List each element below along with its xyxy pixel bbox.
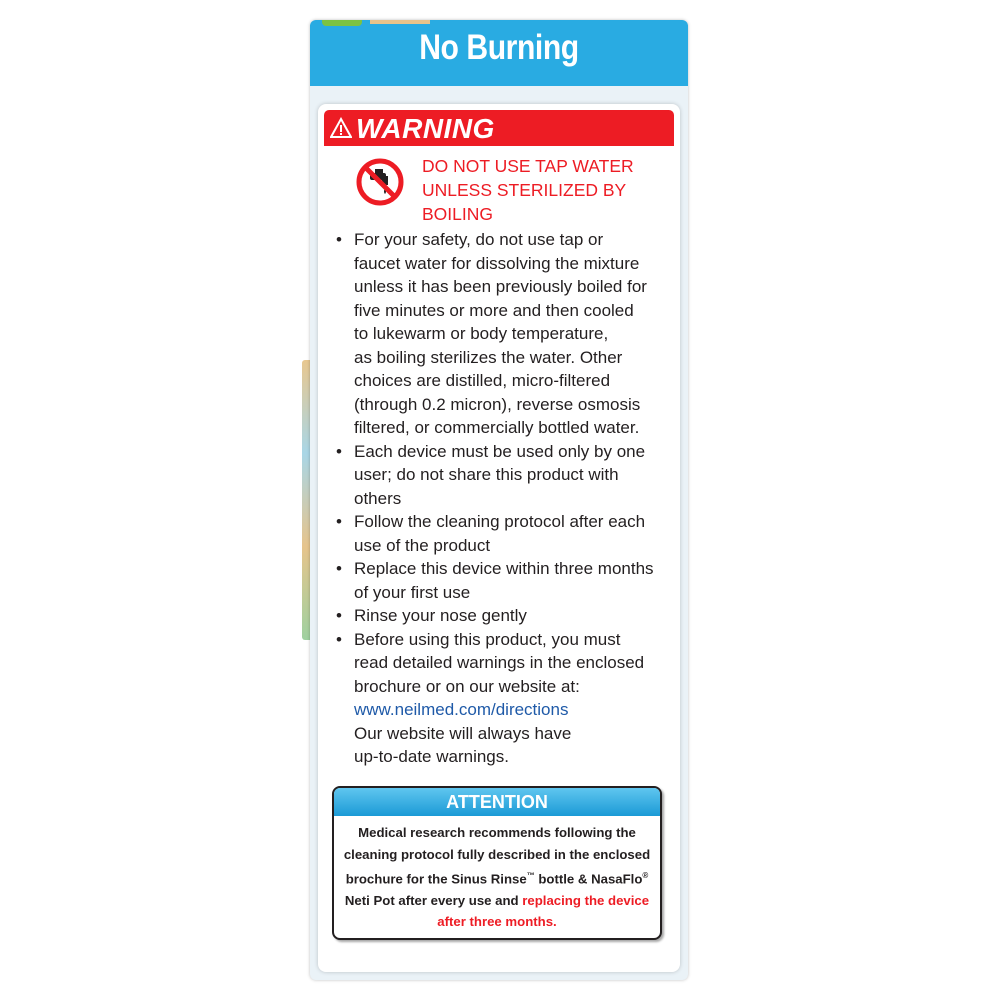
no-tap-water-icon — [356, 158, 404, 206]
tap-water-warning — [422, 154, 672, 226]
tap-line: UNLESS STERILIZED BY — [422, 180, 627, 200]
tap-line: BOILING — [422, 204, 493, 224]
warning-card — [318, 104, 680, 972]
bullet-rinse: • Rinse your nose gently — [336, 606, 527, 625]
bullet-replace: • Replace this device within three months of your first use — [336, 559, 654, 602]
package-panel — [310, 20, 688, 980]
bullet-safety: • For your safety, do not use tap or faucet water for dissolving the mixture unless it has been previously boiled for five minutes or more and then cooled to lukewarm or body temperature, as boiling sterilizes the water. Other choices are distilled, micro-filtered (through 0.2 micron), reverse osmosis filtered, or commercially bottled water. — [336, 230, 647, 437]
tap-line: DO NOT USE TAP WATER — [422, 156, 634, 176]
bullet-single-user: • Each device must be used only by one user; do not share this product with others — [336, 441, 646, 508]
attention-box — [332, 786, 662, 940]
website-link[interactable]: www.neilmed.com/directions — [354, 700, 569, 719]
warning-triangle-icon — [330, 117, 352, 139]
bullet-cleaning: • Follow the cleaning protocol after each use of the product — [336, 512, 646, 555]
warning-label: WARNING — [356, 113, 495, 144]
warning-header — [324, 110, 674, 146]
header-title: No Burning — [419, 28, 579, 67]
bullet-website: • Before using this product, you must read detailed warnings in the enclosed brochure or on our website at: www.neilmed.com/directions Our website will always have up-to-date warnings. — [332, 628, 672, 769]
decor-orange — [370, 20, 430, 24]
warning-bullets — [332, 228, 672, 769]
decor-green — [322, 20, 362, 26]
header-band — [310, 20, 688, 86]
attention-body: Medical research recommends following the cleaning protocol fully described in the enclosed brochure for the Sinus Rinse™ bottle & NasaFlo® Neti Pot after every use and replacing the device after three months. — [343, 825, 651, 930]
attention-title: ATTENTION — [334, 788, 660, 816]
